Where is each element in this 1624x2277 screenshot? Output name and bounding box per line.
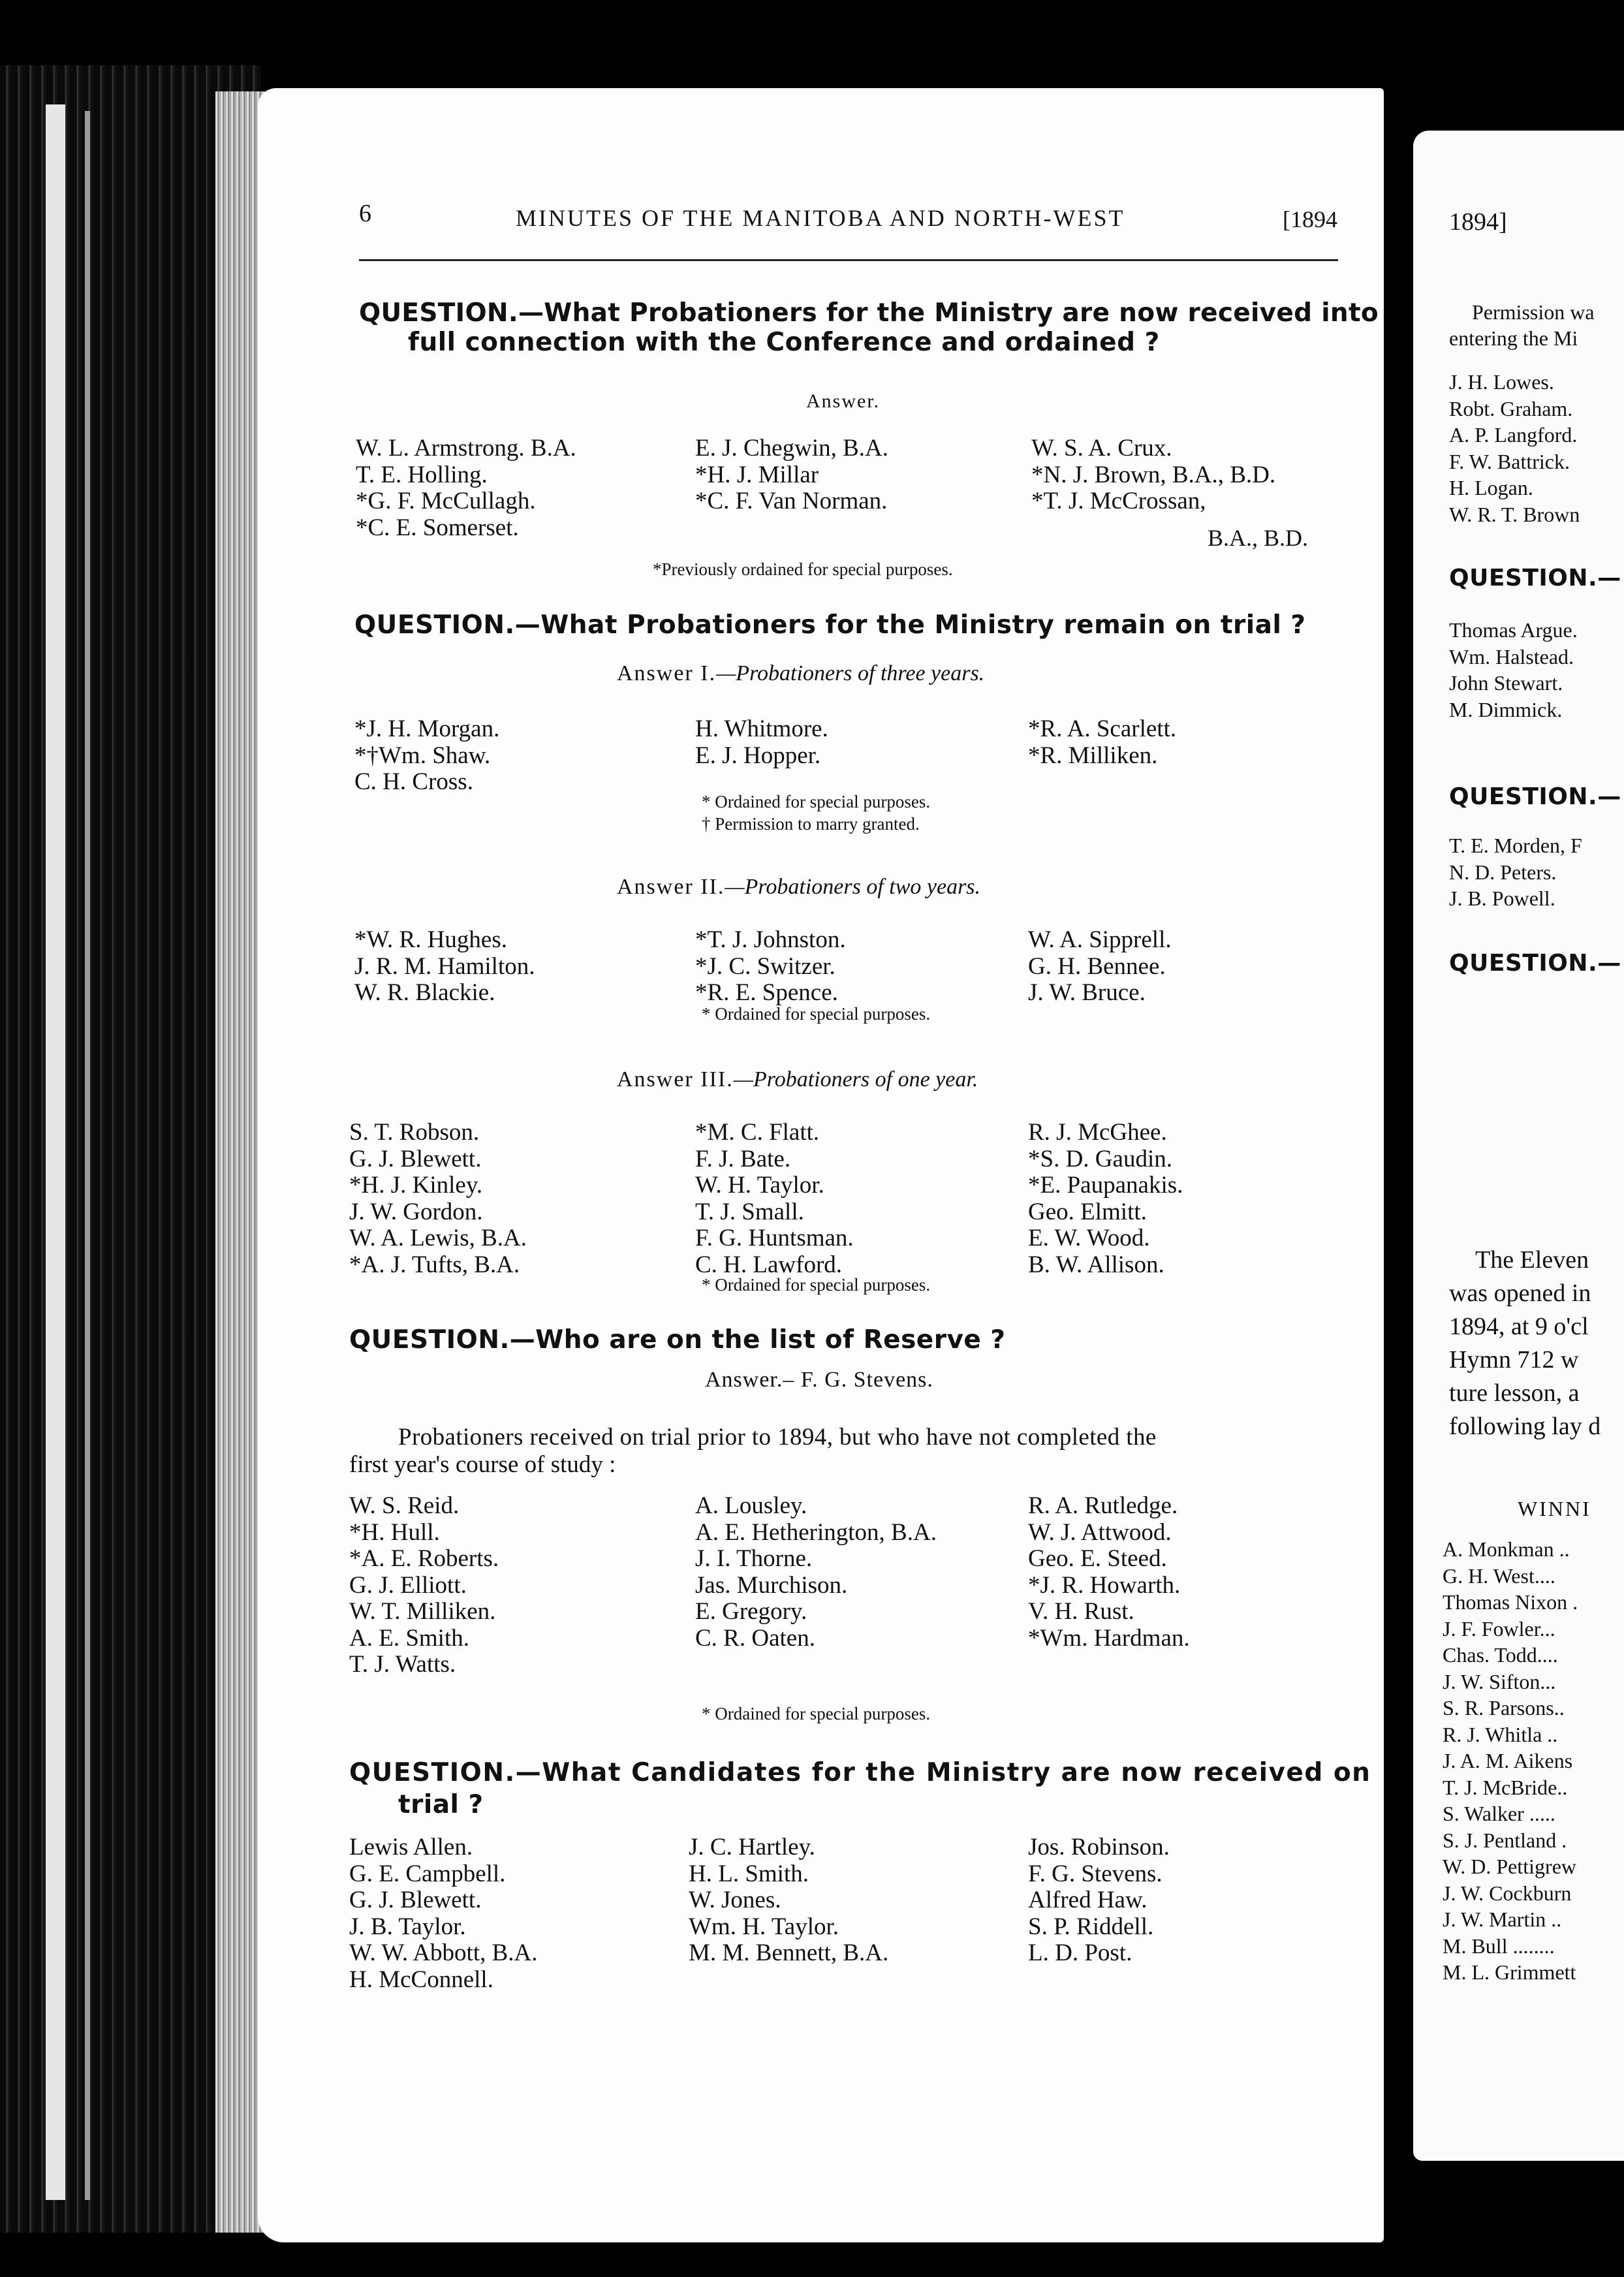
name-entry: *R. A. Scarlett.	[1028, 715, 1177, 742]
answer-label: Answer III.	[617, 1067, 734, 1091]
name-entry: C. H. Lawford.	[695, 1251, 843, 1278]
name-entry: E. Gregory.	[695, 1598, 807, 1625]
name-entry-continued: B.A., B.D.	[1208, 525, 1309, 551]
name-entry: *C. F. Van Norman.	[695, 488, 888, 514]
name-column	[695, 1493, 937, 1652]
name-entry: Thomas Argue.	[1449, 618, 1578, 642]
name-entry: J. B. Taylor.	[349, 1913, 466, 1940]
name-entry: *T. J. McCrossan,	[1031, 488, 1206, 514]
right-paragraph: entering the Mi	[1449, 326, 1578, 350]
name-column	[1028, 1120, 1183, 1278]
paragraph-line: ture lesson, a	[1449, 1379, 1580, 1407]
right-name-list	[1449, 832, 1582, 912]
name-column	[695, 927, 846, 1007]
answer-label: Answer II.	[617, 875, 725, 899]
answer-title: —Probationers of two years.	[725, 875, 981, 899]
name-entry: R. J. McGhee.	[1028, 1119, 1167, 1146]
footnote: † Permission to marry granted.	[702, 814, 920, 834]
name-entry: *Wm. Hardman.	[1028, 1624, 1190, 1652]
right-page	[1413, 131, 1624, 2161]
name-entry: S. T. Robson.	[349, 1119, 480, 1146]
name-entry: J. W. Bruce.	[1028, 979, 1146, 1006]
name-entry: *E. Paupanakis.	[1028, 1172, 1183, 1199]
answer-title: —Probationers of three years.	[716, 661, 985, 685]
name-entry: J. W. Gordon.	[349, 1198, 483, 1225]
name-entry: S. P. Riddell.	[1028, 1913, 1154, 1940]
name-entry: C. H. Cross.	[354, 768, 473, 795]
name-entry: Geo. Elmitt.	[1028, 1198, 1147, 1225]
question-heading: QUESTION.—What Probationers for the Ministry remain on trial ?	[354, 610, 1306, 640]
name-entry: E. W. Wood.	[1028, 1225, 1150, 1251]
name-entry: *H. Hull.	[349, 1518, 440, 1546]
right-paragraph	[1449, 1244, 1601, 1443]
name-entry: W. D. Pettigrew	[1443, 1855, 1577, 1878]
header-year: [1894	[1283, 206, 1337, 232]
name-entry: E. J. Hopper.	[695, 742, 821, 769]
answer-label: Answer I.	[617, 661, 717, 685]
name-entry: L. D. Post.	[1028, 1939, 1132, 1966]
right-name-list	[1449, 617, 1578, 723]
footnote: * Ordained for special purposes.	[702, 792, 931, 811]
name-column	[349, 1120, 527, 1278]
name-entry: *H. J. Kinley.	[349, 1172, 483, 1199]
name-entry: *J. R. Howarth.	[1028, 1571, 1181, 1599]
name-entry: J. W. Cockburn	[1443, 1881, 1572, 1905]
name-column	[1028, 1834, 1170, 1967]
name-entry: H. McConnell.	[349, 1966, 493, 1993]
name-entry: N. D. Peters.	[1449, 860, 1557, 884]
left-page	[258, 88, 1384, 2242]
name-entry: A. Lousley.	[695, 1492, 807, 1519]
name-entry: H. Whitmore.	[695, 715, 828, 742]
name-entry: W. A. Lewis, B.A.	[349, 1225, 527, 1251]
name-entry: W. R. T. Brown	[1449, 502, 1580, 526]
name-entry: W. H. Taylor.	[695, 1172, 824, 1199]
paragraph: Probationers received on trial prior to 1894, but who have not completed the	[398, 1424, 1157, 1451]
question-heading: trial ?	[398, 1790, 484, 1819]
name-entry: F. G. Huntsman.	[695, 1225, 854, 1251]
name-entry: F. G. Stevens.	[1028, 1860, 1163, 1887]
name-entry: *J. C. Switzer.	[695, 952, 835, 980]
header-rule	[359, 259, 1338, 261]
name-entry: *†Wm. Shaw.	[354, 742, 491, 769]
name-column	[349, 1493, 499, 1678]
name-entry: T. J. McBride..	[1443, 1775, 1568, 1799]
name-entry: F. J. Bate.	[695, 1145, 791, 1172]
name-entry: G. J. Blewett.	[349, 1145, 482, 1172]
paragraph-line: following lay d	[1449, 1413, 1601, 1440]
name-entry: *C. E. Somerset.	[356, 514, 519, 541]
name-column	[354, 927, 535, 1007]
name-entry: W. T. Milliken.	[349, 1598, 496, 1625]
answer-heading	[617, 875, 980, 900]
name-entry: W. L. Armstrong. B.A.	[356, 435, 576, 462]
name-entry: S. R. Parsons..	[1443, 1696, 1565, 1720]
name-entry: G. H. Bennee.	[1028, 952, 1166, 980]
name-entry: Chas. Todd....	[1443, 1643, 1558, 1667]
name-entry: J. B. Powell.	[1449, 887, 1555, 910]
name-entry: A. Monkman ..	[1443, 1537, 1570, 1561]
name-column	[354, 716, 499, 796]
name-entry: W. W. Abbott, B.A.	[349, 1939, 538, 1966]
name-entry: *S. D. Gaudin.	[1028, 1145, 1172, 1172]
name-entry: *R. E. Spence.	[695, 979, 838, 1006]
paragraph-line: The Eleven	[1475, 1246, 1589, 1274]
name-entry: *N. J. Brown, B.A., B.D.	[1031, 461, 1276, 488]
right-name-list	[1449, 369, 1580, 527]
question-heading: QUESTION.—What Candidates for the Ministry are now received on	[349, 1758, 1371, 1787]
answer-text: Answer.– F. G. Stevens.	[705, 1368, 933, 1392]
spine-highlight	[85, 111, 90, 2200]
name-entry: J. A. M. Aikens	[1443, 1749, 1573, 1772]
name-entry: J. R. M. Hamilton.	[354, 952, 535, 980]
name-entry: J. I. Thorne.	[695, 1545, 813, 1572]
right-question-heading: QUESTION.—	[1449, 783, 1621, 810]
page-number: 6	[359, 200, 373, 227]
name-entry: H. Logan.	[1449, 476, 1533, 499]
name-entry: *T. J. Johnston.	[695, 926, 846, 953]
name-entry: T. E. Holling.	[356, 461, 488, 488]
name-entry: T. J. Watts.	[349, 1651, 456, 1678]
name-entry: *A. J. Tufts, B.A.	[349, 1251, 520, 1278]
answer-title: —Probationers of one year.	[733, 1067, 978, 1091]
name-entry: R. J. Whitla ..	[1443, 1722, 1558, 1746]
name-column	[1028, 927, 1172, 1007]
name-column	[1028, 1493, 1190, 1652]
name-entry: F. W. Battrick.	[1449, 449, 1570, 473]
question-heading: QUESTION.—What Probationers for the Ministry are now received into	[359, 298, 1379, 328]
name-column	[1028, 716, 1176, 769]
name-entry: G. H. West....	[1443, 1563, 1555, 1588]
footnote: * Ordained for special purposes.	[702, 1004, 931, 1024]
name-entry: Robt. Graham.	[1449, 396, 1573, 420]
name-entry: G. J. Blewett.	[349, 1887, 482, 1913]
paragraph-line: 1894, at 9 o'cl	[1449, 1313, 1589, 1340]
name-entry: Jos. Robinson.	[1028, 1834, 1170, 1861]
name-entry: A. E. Hetherington, B.A.	[695, 1518, 937, 1546]
name-entry: *H. J. Millar	[695, 461, 819, 488]
name-entry: B. W. Allison.	[1028, 1251, 1164, 1278]
name-entry: R. A. Rutledge.	[1028, 1492, 1178, 1519]
name-entry: W. A. Sipprell.	[1028, 926, 1172, 953]
footnote: *Previously ordained for special purposes.	[653, 559, 953, 579]
answer-heading	[617, 1067, 978, 1092]
name-entry: J. H. Lowes.	[1449, 370, 1554, 394]
name-entry: G. E. Campbell.	[349, 1860, 506, 1887]
name-entry: E. J. Chegwin, B.A.	[695, 435, 888, 462]
name-entry: Thomas Nixon .	[1443, 1590, 1578, 1614]
name-entry: W. S. A. Crux.	[1031, 435, 1172, 462]
name-column	[695, 1120, 854, 1278]
name-entry: *G. F. McCullagh.	[356, 488, 536, 514]
name-entry: V. H. Rust.	[1028, 1598, 1134, 1625]
name-entry: J. W. Sifton...	[1443, 1669, 1556, 1693]
right-name-list	[1443, 1536, 1578, 1986]
question-heading: full connection with the Conference and ordained ?	[408, 328, 1160, 357]
name-entry: W. R. Blackie.	[354, 979, 495, 1006]
name-column	[356, 435, 576, 541]
right-header-year: 1894]	[1449, 208, 1507, 236]
name-entry: M. L. Grimmett	[1443, 1960, 1576, 1984]
running-title: MINUTES OF THE MANITOBA AND NORTH-WEST	[516, 205, 1125, 231]
name-entry: S. Walker .....	[1443, 1802, 1555, 1825]
name-entry: W. S. Reid.	[349, 1492, 460, 1519]
footnote: * Ordained for special purposes.	[702, 1704, 931, 1723]
name-entry: M. Dimmick.	[1449, 697, 1563, 721]
question-heading: QUESTION.—Who are on the list of Reserve ?	[349, 1325, 1006, 1355]
paragraph-line: was opened in	[1449, 1280, 1591, 1307]
name-entry: *W. R. Hughes.	[354, 926, 507, 953]
name-entry: M. M. Bennett, B.A.	[689, 1939, 889, 1966]
name-column	[689, 1834, 888, 1967]
name-entry: J. F. Fowler...	[1443, 1616, 1555, 1641]
name-entry: W. J. Attwood.	[1028, 1518, 1172, 1546]
name-entry: J. W. Martin ..	[1443, 1908, 1562, 1931]
name-entry: T. J. Small.	[695, 1198, 804, 1225]
name-column	[695, 716, 828, 769]
name-entry: John Stewart.	[1449, 671, 1563, 695]
name-column	[1031, 435, 1275, 515]
paragraph: first year's course of study :	[349, 1451, 616, 1478]
paragraph-line: Hymn 712 w	[1449, 1346, 1579, 1374]
right-question-heading: QUESTION.—	[1449, 565, 1621, 591]
name-entry: *J. H. Morgan.	[354, 715, 500, 742]
name-entry: J. C. Hartley.	[689, 1834, 815, 1861]
name-entry: *R. Milliken.	[1028, 742, 1158, 769]
name-entry: Alfred Haw.	[1028, 1887, 1148, 1913]
name-entry: Wm. Halstead.	[1449, 644, 1574, 668]
name-entry: Lewis Allen.	[349, 1834, 473, 1861]
name-entry: Geo. E. Steed.	[1028, 1545, 1167, 1572]
name-column	[695, 435, 888, 515]
name-entry: H. L. Smith.	[689, 1860, 809, 1887]
name-entry: Jas. Murchison.	[695, 1571, 848, 1599]
name-entry: Wm. H. Taylor.	[689, 1913, 839, 1940]
name-entry: *A. E. Roberts.	[349, 1545, 499, 1572]
name-entry: G. J. Elliott.	[349, 1571, 467, 1599]
name-entry: W. Jones.	[689, 1887, 781, 1913]
name-entry: *M. C. Flatt.	[695, 1119, 820, 1146]
answer-label: Answer.	[806, 390, 881, 412]
footnote: * Ordained for special purposes.	[702, 1275, 931, 1295]
right-heading: WINNI	[1518, 1497, 1591, 1520]
name-entry: M. Bull ........	[1443, 1934, 1555, 1958]
name-entry: T. E. Morden, F	[1449, 834, 1582, 857]
name-entry: S. J. Pentland .	[1443, 1828, 1567, 1852]
right-question-heading: QUESTION.—	[1449, 950, 1621, 977]
name-column	[349, 1834, 538, 1993]
name-entry: A. E. Smith.	[349, 1624, 469, 1652]
spine-highlight	[46, 104, 65, 2200]
right-paragraph: Permission wa	[1472, 300, 1595, 324]
name-entry: C. R. Oaten.	[695, 1624, 815, 1652]
name-entry: A. P. Langford.	[1449, 423, 1578, 447]
answer-heading	[617, 661, 984, 686]
